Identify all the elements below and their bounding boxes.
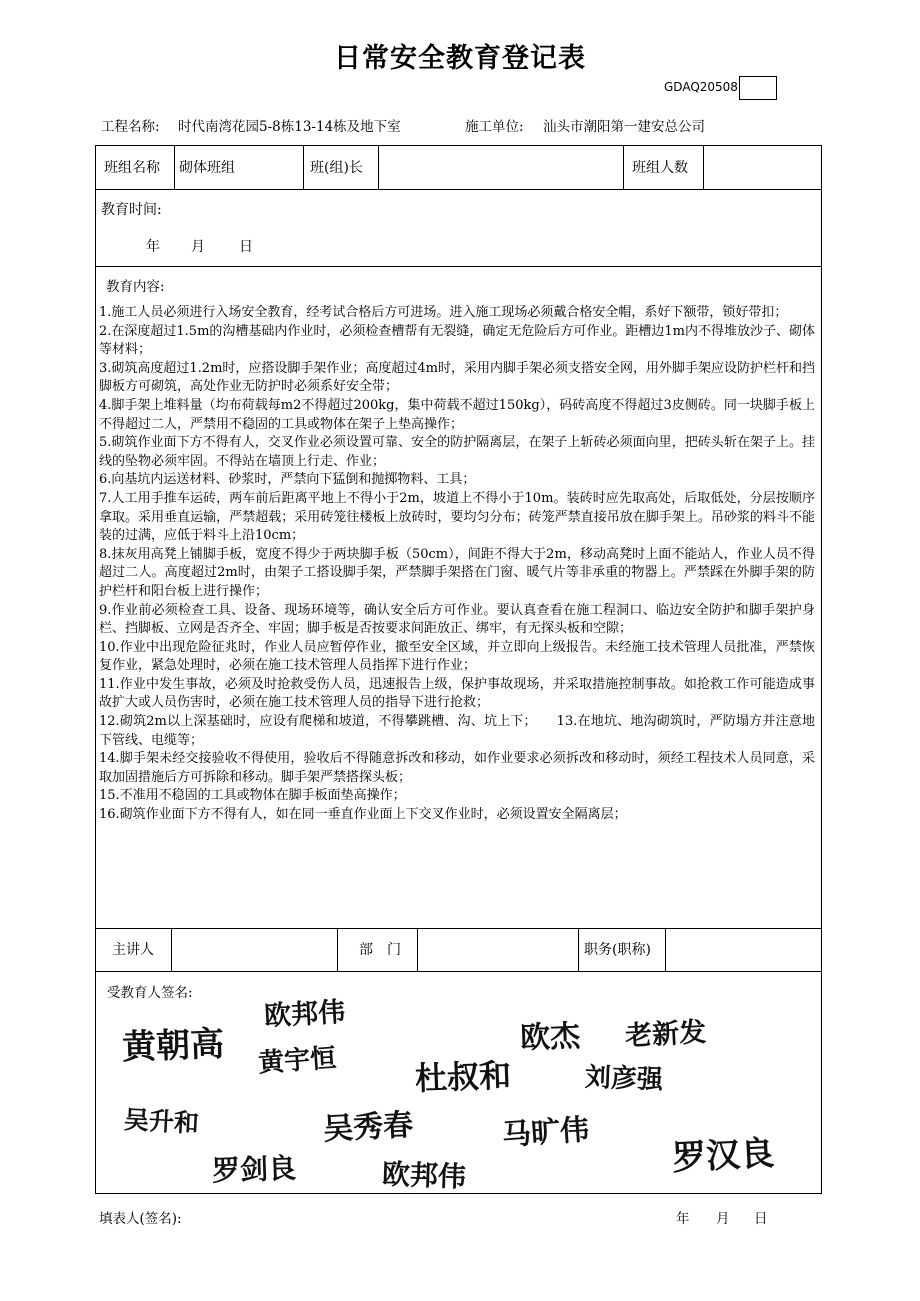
team-count-field[interactable]: [707, 150, 817, 186]
signature: 马旷伟: [501, 1112, 591, 1152]
signature: 老新发: [624, 1016, 707, 1053]
education-content-list: [99, 304, 815, 825]
content-item: 1.施工人员必须进行入场安全教育，经考试合格后方可进场。进入施工现场必须戴合格安全帽，系好下额带，锁好带扣；: [99, 305, 788, 320]
department-field[interactable]: [422, 932, 574, 968]
signature: 罗汉良: [671, 1133, 776, 1179]
content-item: 8.抹灰用高凳上铺脚手板，宽度不得少于两块脚手板（50cm），间距不得大于2m，移动高凳时上面不能站人，作业人员不得超过二人。高度超过2m时，由架子工搭设脚手架，严禁脚手架搭在门窗、暖气片等非承重的物器上。严禁踩在外脚手架的防护栏杆和阳台板上进行操作；: [99, 546, 815, 599]
table-divider: [95, 266, 822, 267]
team-leader-field[interactable]: [383, 150, 619, 186]
content-item: 14.脚手架未经交接验收不得使用，验收后不得随意拆改和移动，如作业要求必须拆改和移动时，须经工程技术人员同意，采取加固措施后方可拆除和移动。脚手架严禁搭探头板；: [99, 751, 815, 785]
table-divider: [303, 145, 304, 189]
education-content-label: 教育内容:: [106, 279, 165, 295]
footer-year[interactable]: 年: [676, 1211, 690, 1227]
signature: 黄朝高: [121, 1024, 225, 1068]
construction-unit-value: 汕头市潮阳第一建安总公司: [543, 119, 705, 135]
content-item: 5.砌筑作业面下方不得有人，交叉作业必须设置可靠、安全的防护隔离层，在架子上斩砖必须面向里，把砖头斩在架子上。挂线的坠物必须牢固。不得站在墙顶上行走、作业；: [99, 435, 815, 469]
content-item: 16.砌筑作业面下方不得有人，如在同一垂直作业面上下交叉作业时，必须设置安全隔离层；: [99, 807, 627, 823]
page-title: 日常安全教育登记表: [334, 43, 586, 74]
signature: 吴秀春: [322, 1107, 415, 1148]
project-name-label: 工程名称:: [101, 119, 160, 135]
signature: 欧邦伟: [381, 1157, 467, 1194]
content-item: 7.人工用手推车运砖，两车前后距离平地上不得小于2m，坡道上不得小于10m。装砖时应先取高处，后取低处，分层按顺序拿取。采用垂直运输，严禁超载；采用砖笼往楼板上放砖时，要均匀分布；砖笼严禁直接吊放在脚手架上。吊砂浆的料斗不能装的过满，应低于料斗上沿10cm；: [99, 490, 815, 544]
table-divider: [171, 928, 172, 971]
document-code: GDAQ20508: [664, 80, 738, 94]
education-month[interactable]: 月: [191, 239, 205, 255]
table-divider: [174, 145, 175, 189]
content-item: 10.作业中出现危险征兆时，作业人员应暂停作业，撤至安全区域，并立即向上级报告。未经施工技术管理人员批准，严禁恢复作业，紧急处理时，必须在施工技术管理人员指挥下进行作业；: [99, 639, 815, 674]
construction-unit-label: 施工单位:: [465, 119, 524, 135]
project-name-value: 时代南湾花园5-8栋13-14栋及地下室: [178, 119, 401, 135]
table-divider: [95, 971, 822, 972]
team-leader-label: 班(组)长: [310, 160, 363, 176]
table-divider: [578, 928, 579, 971]
content-item: 15.不准用不稳固的工具或物体在脚手板面垫高操作；: [99, 788, 406, 804]
signature: 欧邦伟: [263, 996, 346, 1033]
document-code-box[interactable]: [739, 76, 777, 100]
signature-area[interactable]: [100, 990, 815, 1194]
table-divider: [665, 928, 666, 971]
position-label: 职务(职称): [584, 942, 651, 958]
department-label: 部 门: [359, 942, 401, 958]
table-divider: [95, 928, 822, 929]
signature: 刘彦强: [584, 1062, 664, 1096]
form-filler-label: 填表人(签名):: [99, 1211, 182, 1227]
content-item: 4.脚手架上堆料量（均布荷载每m2不得超过200kg，集中荷载不超过150kg），码砖高度不得超过3皮侧砖。同一块脚手板上不得超过二人，严禁用不稳固的工具或物体在架子上垫高操作；: [99, 397, 815, 432]
team-name-value[interactable]: 砌体班组: [179, 160, 235, 176]
position-field[interactable]: [670, 932, 816, 968]
signature: 杜叔和: [414, 1056, 512, 1098]
signature: 欧杰: [519, 1018, 581, 1057]
table-divider: [337, 928, 338, 971]
education-day[interactable]: 日: [239, 239, 253, 255]
content-item: 6.向基坑内运送材料、砂浆时，严禁向下猛倒和抛掷物料、工具；: [99, 472, 476, 488]
team-count-label: 班组人数: [632, 160, 688, 176]
signature: 罗剑良: [211, 1151, 297, 1188]
table-divider: [378, 145, 379, 189]
speaker-field[interactable]: [176, 932, 333, 968]
team-name-label: 班组名称: [104, 160, 160, 176]
education-year[interactable]: 年: [146, 239, 160, 255]
signature: 吴升和: [123, 1105, 200, 1138]
table-divider: [623, 145, 624, 189]
footer-month[interactable]: 月: [716, 1211, 730, 1227]
education-time-label: 教育时间:: [101, 202, 162, 218]
table-divider: [95, 189, 822, 190]
content-item: 9.作业前必须检查工具、设备、现场环境等，确认安全后方可作业。要认真查看在施工程洞口、临边安全防护和脚手架护身栏、挡脚板、立网是否齐全、牢固；脚手板是否按要求间距放正、绑牢，有无探头板和空隙；: [99, 602, 815, 637]
content-item: 11.作业中发生事故，必须及时抢救受伤人员，迅速报告上级，保护事故现场，并采取措施控制事故。如抢救工作可能造成事故扩大或人员伤害时，必须在施工技术管理人员的指导下进行抢救；: [99, 676, 815, 711]
table-divider: [417, 928, 418, 971]
content-item: 2.在深度超过1.5m的沟槽基础内作业时，必须检查槽帮有无裂缝，确定无危险后方可作业。距槽边1m内不得堆放沙子、砌体等材料；: [99, 323, 816, 358]
speaker-label: 主讲人: [112, 942, 154, 958]
signature: 黄宇恒: [257, 1043, 338, 1079]
content-item: 3.砌筑高度超过1.2m时，应搭设脚手架作业；高度超过4m时，采用内脚手架必须支搭安全网，用外脚手架应设防护栏杆和挡脚板方可砌筑，高处作业无防护时必须系好安全带；: [99, 360, 816, 395]
signatures-label: 受教育人签名:: [107, 985, 193, 1001]
footer-day[interactable]: 日: [754, 1211, 768, 1227]
table-divider: [703, 145, 704, 189]
content-item: 12.砌筑2m以上深基础时，应设有爬梯和坡道，不得攀跳槽、沟、坑上下； 13.在地坑、地沟砌筑时，严防塌方并注意地下管线、电缆等；: [99, 714, 815, 748]
